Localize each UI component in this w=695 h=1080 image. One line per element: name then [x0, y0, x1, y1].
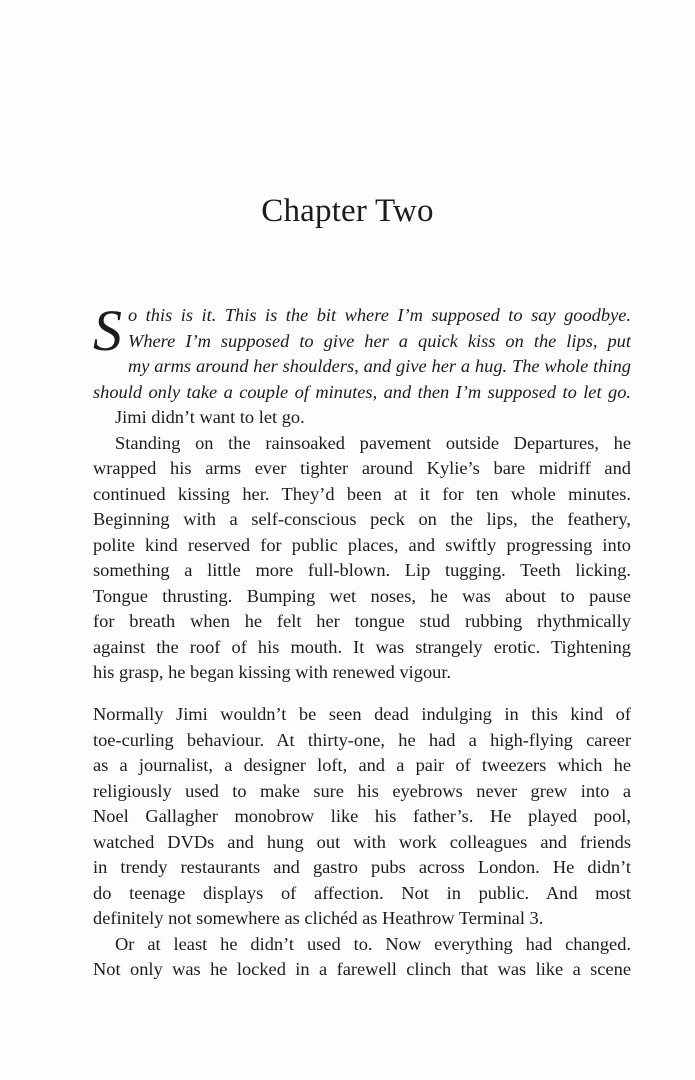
paragraph-line: religiously used to make sure his eyebrows never grew into a — [93, 780, 631, 801]
paragraph-line: Noel Gallagher monobrow like his father’s. He played pool, — [93, 806, 631, 826]
chapter-title: Chapter Two — [261, 193, 434, 230]
paragraph-line: Not only was he locked in a farewell clinch that was like a scene — [93, 959, 631, 979]
paragraph-line: for breath when he felt her tongue stud rubbing rhythmically — [93, 611, 631, 631]
paragraph-line: Jimi didn’t want to let go. — [115, 407, 305, 427]
paragraph-line: as a journalist, a designer loft, and a pair of tweezers which he — [93, 755, 631, 775]
text-block-upper — [93, 298, 631, 686]
paragraph-line: Standing on the rainsoaked pavement outside Departures, he — [115, 432, 631, 453]
paragraph-line: do teenage displays of affection. Not in public. And most — [93, 882, 631, 903]
opening-line: should only take a couple of minutes, and then I’m supposed to let go. — [93, 381, 631, 402]
paragraph — [93, 405, 631, 431]
paragraph-line: Tongue thrusting. Bumping wet noses, he was about to pause — [93, 585, 631, 606]
paragraph-line: something a little more full-blown. Lip tugging. Teeth licking. — [93, 560, 631, 580]
opening-paragraph — [93, 298, 631, 405]
paragraph — [93, 932, 631, 983]
paragraph — [93, 702, 631, 932]
paragraph-line: against the roof of his mouth. It was strangely erotic. Tightening — [93, 636, 631, 657]
paragraph-line: in trendy restaurants and gastro pubs across London. He didn’t — [93, 857, 631, 877]
paragraph-line: polite kind reserved for public places, and swiftly progressing into — [93, 534, 631, 555]
paragraph-line: wrapped his arms ever tighter around Kylie’s bare midriff and — [93, 458, 631, 478]
opening-line: o this is it. This is the bit where I’m supposed to say goodbye. — [128, 305, 631, 325]
opening-line: Where I’m supposed to give her a quick kiss on the lips, put — [128, 330, 631, 351]
paragraph-line: Or at least he didn’t used to. Now everything had changed. — [115, 933, 631, 954]
paragraph-line: his grasp, he began kissing with renewed vigour. — [93, 662, 452, 682]
paragraph — [93, 431, 631, 686]
paragraph-line: continued kissing her. They’d been at it for ten whole minutes. — [93, 483, 631, 504]
drop-cap: S — [93, 298, 122, 363]
paragraph-line: definitely not somewhere as clichéd as Heathrow Terminal 3. — [93, 908, 544, 928]
opening-line: my arms around her shoulders, and give her a hug. The whole thing — [128, 356, 631, 376]
text-block-lower — [93, 702, 631, 983]
paragraph-line: toe-curling behaviour. At thirty-one, he had a high-flying career — [93, 729, 631, 750]
paragraph-line: Normally Jimi wouldn’t be seen dead indulging in this kind of — [93, 704, 631, 724]
paragraph-line: watched DVDs and hung out with work colleagues and friends — [93, 831, 631, 852]
paragraph-line: Beginning with a self-conscious peck on the lips, the feathery, — [93, 509, 631, 529]
